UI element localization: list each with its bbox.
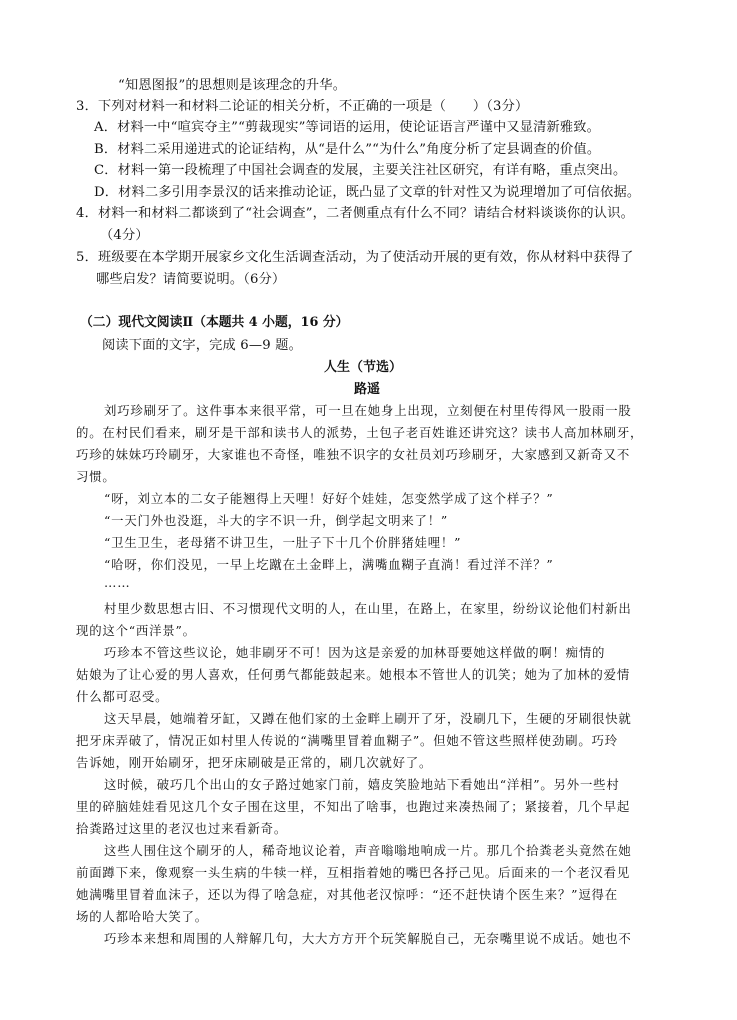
- question-3-option-d: D．材料二多引用李景汉的话来推动论证，既凸显了文章的针对性又为说理增加了可信依据。: [94, 185, 641, 200]
- passage-title: 人生（节选）: [324, 360, 403, 375]
- passage-line: 场的人都哈哈大笑了。: [76, 909, 208, 924]
- question-3-option-b: B．材料二采用递进式的论证结构，从“是什么”“为什么”角度分析了定县调查的价值。: [94, 142, 601, 157]
- passage-line: 她满嘴里冒着血沫子，还以为得了啥急症，对其他老汉惊呼：“还不赶快请个医生来？”逗得在: [76, 887, 618, 902]
- passage-line: 这时候，破巧几个出山的女子路过她家门前，嬉皮笑脸地站下看她出“洋相”。另外一些村: [104, 777, 620, 792]
- passage-line: “哈呀，你们没见，一早上圪蹴在土金畔上，满嘴血糊子直淌！看过洋不洋？”: [104, 557, 554, 572]
- passage-author: 路遥: [354, 382, 381, 397]
- question-5-line: 5．班级要在本学期开展家乡文化生活调查活动，为了使活动开展的更有效，你从材料中获得了: [76, 250, 634, 265]
- passage-line: 把牙床弄破了，情况正如村里人传说的“满嘴里冒着血糊子”。但她不管这些照样使劲刷。巧玲: [76, 733, 618, 748]
- passage-ellipsis: ……: [104, 575, 131, 590]
- passage-line: 姑娘为了让心爱的男人喜欢，任何勇气都能鼓起来。她根本不管世人的讥笑；她为了加林的爱情: [76, 667, 631, 682]
- question-4-line: 4．材料一和材料二都谈到了“社会调查”，二者侧重点有什么不同？请结合材料谈谈你的认识。: [76, 206, 634, 221]
- passage-line: 这些人围住这个刷牙的人，稀奇地议论着，声音嗡嗡地响成一片。那几个拾粪老头竟然在她: [104, 843, 632, 858]
- question-4-points: （4分）: [100, 228, 149, 243]
- passage-line: 现的这个“西洋景”。: [76, 623, 196, 638]
- passage-line: 习惯。: [76, 469, 116, 484]
- passage-line: 巧珍的妹妹巧玲刷牙，大家谁也不奇怪，唯独不识字的女社员刘巧珍刷牙，大家感到又新奇又不: [76, 447, 631, 462]
- passage-line: 里的碎脑娃娃看见这几个女子围在这里，不知出了啥事，也跑过来凑热闹了；紧接着，几个早起: [76, 799, 631, 814]
- passage-line: 告诉她，刚开始刷牙，把牙床刷破是正常的，刷几次就好了。: [76, 755, 433, 770]
- passage-line: “卫生卫生，老母猪不讲卫生，一肚子下十几个价胖猪娃哩！”: [104, 535, 462, 550]
- passage-line: 什么都可忍受。: [76, 689, 169, 704]
- passage-line: 拾粪路过这里的老汉也过来看新奇。: [76, 821, 288, 836]
- passage-line: 村里少数思想古旧、不习惯现代文明的人，在山里，在路上，在家里，纷纷议论他们村新出: [104, 601, 632, 616]
- passage-line: 前面蹲下来，像观察一头生病的牛犊一样，互相指着她的嘴巴各抒己见。后面来的一个老汉看见: [76, 865, 631, 880]
- question-5-line-2: 哪些启发？请简要说明。（6分）: [96, 272, 286, 287]
- passage-line: 这天早晨，她端着牙缸，又蹲在他们家的土金畔上刷开了牙，没刷几下，生硬的牙刷很快就: [104, 711, 632, 726]
- question-3-option-a: A．材料一中“喧宾夺主”“剪裁现实”等词语的运用，使论证语言严谨中又显清新雅致。: [94, 120, 601, 135]
- section-instruction: 阅读下面的文字，完成 6—9 题。: [102, 338, 303, 353]
- passage-line: 刘巧珍刷牙了。这件事本来很平常，可一旦在她身上出现，立刻便在村里传得风一股雨一股: [104, 403, 632, 418]
- question-3-option-c: C．材料一第一段梳理了中国社会调查的发展，主要关注社区研究，有详有略，重点突出。: [94, 163, 627, 178]
- question-3-stem: 3．下列对材料一和材料二论证的相关分析，不正确的一项是（ ）（3分）: [76, 99, 529, 114]
- material-closing-line: “知恩图报”的思想则是该理念的升华。: [118, 78, 347, 93]
- passage-line: 巧珍本来想和周围的人辩解几句，大大方方开个玩笑解脱自己，无奈嘴里说不成话。她也不: [104, 931, 632, 946]
- section-heading: （二）现代文阅读Ⅱ（本题共 4 小题，16 分）: [80, 315, 349, 330]
- passage-line: 巧珍本不管这些议论，她非刷牙不可！因为这是亲爱的加林哥要她这样做的啊！痴情的: [104, 645, 606, 660]
- passage-line: 的。在村民们看来，刷牙是干部和读书人的派势，土包子老百姓谁还讲究这？读书人高加林刷牙，: [76, 425, 644, 440]
- passage-line: “呀，刘立本的二女子能翘得上天哩！好好个娃娃，怎变然学成了这个样子？”: [104, 491, 554, 506]
- passage-line: “一天门外也没逛，斗大的字不识一升，倒学起文明来了！”: [104, 513, 449, 528]
